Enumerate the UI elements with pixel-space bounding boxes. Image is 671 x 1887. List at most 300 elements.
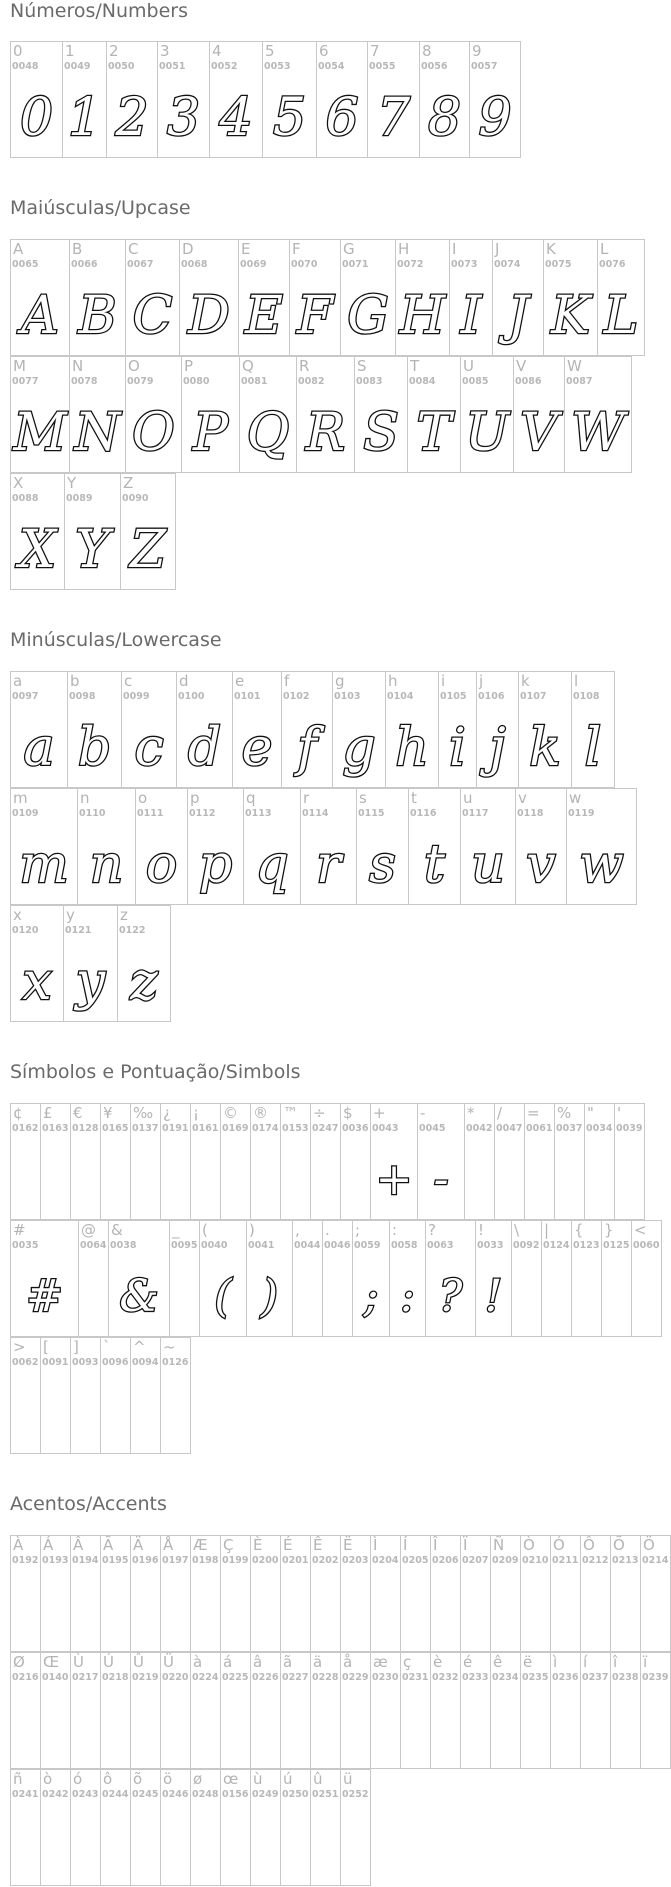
glyph-preview: U: [465, 402, 509, 463]
glyph-cell: [356, 788, 409, 905]
glyph-code-label: 0045: [419, 1123, 446, 1134]
glyph-character-label: á: [223, 1653, 233, 1671]
glyph-cell: [250, 1769, 281, 1886]
glyph-code-label: 0191: [162, 1123, 189, 1134]
glyph-character-label: &: [111, 1221, 123, 1239]
glyph-preview: L: [603, 285, 639, 346]
glyph-character-label: b: [70, 672, 80, 690]
glyph-character-label: ì: [553, 1653, 558, 1671]
glyph-cell: [400, 1652, 431, 1769]
glyph-cell: [69, 356, 126, 473]
glyph-cell: [449, 239, 493, 356]
section-title-symbols: Símbolos e Pontuação/Simbols: [10, 1061, 301, 1083]
glyph-character-label: |: [544, 1221, 550, 1239]
glyph-character-label: 1: [65, 42, 75, 60]
glyph-cell: [10, 1220, 79, 1337]
glyph-cell: [10, 473, 65, 590]
glyph-preview: 4: [219, 87, 253, 148]
glyph-cell: [70, 1535, 101, 1652]
glyph-preview: w: [579, 834, 624, 895]
glyph-code-label: 0216: [12, 1672, 39, 1683]
glyph-cell: [10, 788, 78, 905]
glyph-code-label: 0206: [432, 1555, 459, 1566]
glyph-cell: [10, 41, 63, 158]
glyph-code-label: 0098: [69, 691, 96, 702]
glyph-code-label: 0201: [282, 1555, 309, 1566]
glyph-code-label: 0203: [342, 1555, 369, 1566]
glyph-cell: [130, 1337, 161, 1454]
glyph-preview: ?: [438, 1270, 463, 1322]
glyph-cell: [100, 1103, 131, 1220]
glyph-preview: c: [134, 717, 164, 778]
glyph-preview: q: [255, 834, 289, 895]
glyph-cell: [389, 1220, 426, 1337]
glyph-row: [10, 905, 636, 1022]
glyph-cell: [160, 1337, 191, 1454]
glyph-code-label: 0117: [462, 808, 489, 819]
glyph-code-label: 0108: [573, 691, 600, 702]
glyph-cell: [100, 1652, 131, 1769]
glyph-character-label: È: [253, 1536, 263, 1554]
glyph-character-label: E: [241, 240, 251, 258]
glyph-code-label: 0224: [192, 1672, 219, 1683]
glyph-cell: [62, 41, 107, 158]
glyph-preview: u: [471, 834, 505, 895]
glyph-grid-lowercase: [10, 671, 636, 1022]
glyph-cell: [10, 356, 70, 473]
glyph-preview: z: [130, 951, 158, 1012]
glyph-code-label: 0235: [522, 1672, 549, 1683]
glyph-code-label: 0081: [241, 376, 268, 387]
glyph-character-label: T: [410, 357, 420, 375]
glyph-cell: [631, 1220, 662, 1337]
glyph-cell: [70, 1103, 101, 1220]
glyph-cell: [262, 41, 317, 158]
glyph-code-label: 0077: [12, 376, 39, 387]
glyph-code-label: 0198: [192, 1555, 219, 1566]
glyph-character-label: P: [184, 357, 194, 375]
section-title-lowercase: Minúsculas/Lowercase: [10, 629, 222, 651]
glyph-code-label: 0044: [294, 1240, 321, 1251]
glyph-cell: [597, 239, 645, 356]
section-title-accents: Acentos/Accents: [10, 1493, 167, 1515]
glyph-cell: [108, 1220, 170, 1337]
glyph-code-label: 0209: [492, 1555, 519, 1566]
glyph-code-label: 0219: [132, 1672, 159, 1683]
glyph-cell: [239, 356, 297, 473]
glyph-preview: N: [74, 402, 121, 463]
glyph-cell: [67, 671, 122, 788]
glyph-character-label: Ñ: [493, 1536, 505, 1554]
glyph-character-label: `: [103, 1338, 111, 1356]
glyph-code-label: 0194: [72, 1555, 99, 1566]
glyph-code-label: 0193: [42, 1555, 69, 1566]
glyph-character-label: Û: [133, 1653, 144, 1671]
glyph-cell: [524, 1103, 555, 1220]
glyph-code-label: 0090: [122, 493, 149, 504]
glyph-code-label: 0037: [556, 1123, 583, 1134]
glyph-code-label: 0212: [582, 1555, 609, 1566]
glyph-code-label: 0241: [12, 1789, 39, 1800]
glyph-code-label: 0233: [462, 1672, 489, 1683]
glyph-cell: [243, 788, 301, 905]
glyph-code-label: 0226: [252, 1672, 279, 1683]
glyph-code-label: 0110: [79, 808, 106, 819]
glyph-cell: [40, 1535, 71, 1652]
glyph-row: [10, 1535, 670, 1652]
glyph-code-label: 0048: [12, 61, 39, 72]
glyph-preview: (: [214, 1270, 232, 1322]
glyph-code-label: 0230: [372, 1672, 399, 1683]
glyph-cell: [518, 671, 572, 788]
glyph-code-label: 0068: [181, 259, 208, 270]
glyph-preview: j: [489, 717, 506, 778]
glyph-preview: 2: [115, 87, 149, 148]
glyph-cell: [10, 239, 70, 356]
glyph-code-label: 0074: [494, 259, 521, 270]
glyph-cell: [614, 1103, 645, 1220]
glyph-preview: K: [551, 285, 590, 346]
glyph-character-label: ü: [343, 1770, 353, 1788]
glyph-cell: [370, 1535, 401, 1652]
glyph-cell: [130, 1103, 161, 1220]
glyph-code-label: 0242: [42, 1789, 69, 1800]
glyph-code-label: 0038: [110, 1240, 137, 1251]
glyph-code-label: 0252: [342, 1789, 369, 1800]
glyph-cell: [322, 1220, 353, 1337]
glyph-character-label: [: [43, 1338, 49, 1356]
glyph-code-label: 0066: [71, 259, 98, 270]
glyph-character-label: X: [13, 474, 24, 492]
glyph-preview: 3: [166, 87, 201, 148]
glyph-character-label: Ü: [163, 1653, 174, 1671]
glyph-code-label: 0051: [159, 61, 186, 72]
glyph-cell: [130, 1652, 161, 1769]
glyph-code-label: 0202: [312, 1555, 339, 1566]
glyph-cell: [280, 1769, 311, 1886]
glyph-code-label: 0106: [478, 691, 505, 702]
glyph-code-label: 0089: [66, 493, 93, 504]
glyph-preview: ;: [363, 1270, 379, 1322]
glyph-character-label: F: [292, 240, 301, 258]
glyph-character-label: À: [13, 1536, 24, 1554]
glyph-cell: [490, 1652, 521, 1769]
glyph-code-label: 0211: [552, 1555, 579, 1566]
glyph-cell: [281, 671, 333, 788]
glyph-row: [10, 788, 636, 905]
glyph-code-label: 0162: [12, 1123, 39, 1134]
glyph-cell: [220, 1103, 251, 1220]
glyph-preview: F: [296, 285, 334, 346]
glyph-character-label: x: [13, 906, 22, 924]
glyph-cell: [130, 1769, 161, 1886]
glyph-character-label: Í: [403, 1536, 408, 1554]
glyph-cell: [238, 239, 290, 356]
glyph-cell: [209, 41, 263, 158]
glyph-character-label: D: [182, 240, 194, 258]
glyph-cell: [640, 1535, 671, 1652]
glyph-cell: [554, 1103, 585, 1220]
glyph-preview: b: [77, 717, 112, 778]
glyph-code-label: 0061: [526, 1123, 553, 1134]
glyph-character-label: Ï: [463, 1536, 468, 1554]
glyph-code-label: 0126: [162, 1357, 189, 1368]
glyph-cell: [160, 1535, 191, 1652]
glyph-code-label: 0243: [72, 1789, 99, 1800]
glyph-character-label: Ù: [73, 1653, 84, 1671]
glyph-preview: W: [571, 402, 625, 463]
glyph-character-label: <: [634, 1221, 647, 1239]
glyph-code-label: 0205: [402, 1555, 429, 1566]
glyph-character-label: Ò: [523, 1536, 535, 1554]
glyph-code-label: 0072: [397, 259, 424, 270]
glyph-code-label: 0055: [369, 61, 396, 72]
glyph-cell: [190, 1652, 221, 1769]
glyph-character-label: 7: [370, 42, 380, 60]
glyph-cell: [340, 239, 396, 356]
glyph-character-label: £: [43, 1104, 53, 1122]
glyph-cell: [564, 356, 632, 473]
glyph-code-label: 0247: [312, 1123, 339, 1134]
glyph-preview: v: [526, 834, 556, 895]
glyph-preview: I: [460, 285, 482, 346]
glyph-character-label: L: [600, 240, 609, 258]
section-title-numbers: Números/Numbers: [10, 0, 188, 22]
glyph-cell: [130, 1535, 161, 1652]
glyph-preview: n: [89, 834, 124, 895]
glyph-character-label: .: [325, 1221, 330, 1239]
glyph-character-label: J: [495, 240, 500, 258]
glyph-cell: [40, 1103, 71, 1220]
glyph-cell: [640, 1652, 671, 1769]
glyph-code-label: 0228: [312, 1672, 339, 1683]
glyph-character-label: ò: [43, 1770, 53, 1788]
glyph-code-label: 0101: [234, 691, 261, 702]
glyph-preview: 8: [427, 87, 462, 148]
glyph-cell: [10, 1337, 41, 1454]
glyph-character-label: Ì: [373, 1536, 378, 1554]
glyph-preview: i: [449, 717, 466, 778]
glyph-cell: [460, 1652, 491, 1769]
glyph-code-label: 0232: [432, 1672, 459, 1683]
glyph-character-label: ]: [73, 1338, 79, 1356]
glyph-code-label: 0103: [334, 691, 361, 702]
glyph-cell: [513, 356, 565, 473]
glyph-cell: [120, 473, 176, 590]
glyph-character-label: €: [73, 1104, 83, 1122]
glyph-character-label: Z: [123, 474, 134, 492]
glyph-cell: [69, 239, 126, 356]
glyph-code-label: 0071: [342, 259, 369, 270]
glyph-character-label: ö: [163, 1770, 173, 1788]
glyph-cell: [40, 1769, 71, 1886]
glyph-cell: [417, 1103, 465, 1220]
glyph-preview: S: [363, 402, 399, 463]
section-title-upcase: Maiúsculas/Upcase: [10, 197, 191, 219]
glyph-cell: [125, 239, 180, 356]
glyph-preview: X: [18, 519, 57, 580]
glyph-character-label: O: [128, 357, 140, 375]
glyph-preview: s: [369, 834, 396, 895]
glyph-character-label: >: [13, 1338, 26, 1356]
glyph-preview: D: [188, 285, 230, 346]
glyph-code-label: 0207: [462, 1555, 489, 1566]
glyph-character-label: Â: [73, 1536, 84, 1554]
glyph-character-label: à: [193, 1653, 203, 1671]
glyph-cell: [160, 1652, 191, 1769]
glyph-preview: p: [198, 834, 233, 895]
glyph-code-label: 0047: [496, 1123, 523, 1134]
glyph-cell: [187, 788, 244, 905]
glyph-code-label: 0063: [427, 1240, 454, 1251]
glyph-preview: -: [433, 1153, 449, 1205]
glyph-code-label: 0043: [372, 1123, 399, 1134]
glyph-cell: [367, 41, 420, 158]
glyph-character-label: A: [13, 240, 24, 258]
glyph-code-label: 0113: [245, 808, 272, 819]
glyph-cell: [78, 1220, 109, 1337]
glyph-character-label: Ö: [643, 1536, 655, 1554]
glyph-row: [10, 41, 520, 158]
glyph-cell: [340, 1652, 371, 1769]
glyph-cell: [419, 41, 470, 158]
glyph-code-label: 0210: [522, 1555, 549, 1566]
glyph-cell: [340, 1769, 371, 1886]
glyph-character-label: í: [583, 1653, 588, 1671]
glyph-preview: P: [193, 402, 228, 463]
glyph-code-label: 0114: [302, 808, 329, 819]
glyph-cell: [385, 671, 439, 788]
glyph-character-label: ®: [253, 1104, 268, 1122]
glyph-character-label: Ø: [13, 1653, 25, 1671]
glyph-cell: [246, 1220, 293, 1337]
glyph-code-label: 0238: [612, 1672, 639, 1683]
glyph-code-label: 0094: [132, 1357, 159, 1368]
glyph-cell: [250, 1103, 281, 1220]
glyph-character-label: t: [411, 789, 417, 807]
glyph-code-label: 0245: [132, 1789, 159, 1800]
glyph-code-label: 0124: [543, 1240, 570, 1251]
glyph-grid-symbols: [10, 1103, 661, 1454]
glyph-code-label: 0060: [633, 1240, 660, 1251]
glyph-character-label: ê: [493, 1653, 503, 1671]
glyph-character-label: 8: [422, 42, 432, 60]
glyph-cell: [520, 1535, 551, 1652]
glyph-code-label: 0109: [12, 808, 39, 819]
glyph-character-label: ñ: [13, 1770, 23, 1788]
glyph-cell: [354, 356, 408, 473]
glyph-character-label: +: [373, 1104, 386, 1122]
glyph-code-label: 0217: [72, 1672, 99, 1683]
glyph-code-label: 0123: [573, 1240, 600, 1251]
glyph-character-label: j: [479, 672, 484, 690]
glyph-code-label: 0042: [466, 1123, 493, 1134]
glyph-character-label: æ: [373, 1653, 388, 1671]
glyph-character-label: Õ: [613, 1536, 625, 1554]
glyph-cell: [40, 1652, 71, 1769]
glyph-character-label: ?: [428, 1221, 436, 1239]
glyph-code-label: 0239: [642, 1672, 669, 1683]
glyph-character-label: q: [246, 789, 256, 807]
glyph-code-label: 0192: [12, 1555, 39, 1566]
glyph-character-label: I: [452, 240, 457, 258]
glyph-code-label: 0046: [324, 1240, 351, 1251]
glyph-code-label: 0220: [162, 1672, 189, 1683]
glyph-code-label: 0076: [599, 259, 626, 270]
glyph-code-label: 0169: [222, 1123, 249, 1134]
glyph-cell: [190, 1769, 221, 1886]
glyph-row: [10, 1103, 661, 1220]
glyph-character-label: w: [569, 789, 582, 807]
glyph-preview: &: [119, 1270, 159, 1322]
glyph-cell: [169, 1220, 200, 1337]
glyph-cell: [296, 356, 355, 473]
glyph-cell: [490, 1535, 521, 1652]
glyph-preview: C: [132, 285, 173, 346]
glyph-character-label: Œ: [43, 1653, 60, 1671]
glyph-character-label: *: [467, 1104, 475, 1122]
glyph-character-label: 2: [109, 42, 119, 60]
glyph-code-label: 0049: [64, 61, 91, 72]
glyph-cell: [63, 905, 118, 1022]
glyph-code-label: 0163: [42, 1123, 69, 1134]
glyph-character-label: Ã: [103, 1536, 114, 1554]
glyph-cell: [407, 356, 461, 473]
glyph-code-label: 0199: [222, 1555, 249, 1566]
glyph-code-label: 0234: [492, 1672, 519, 1683]
glyph-character-label: ¢: [13, 1104, 23, 1122]
glyph-cell: [316, 41, 368, 158]
glyph-cell: [511, 1220, 542, 1337]
glyph-code-label: 0218: [102, 1672, 129, 1683]
glyph-character-label: S: [357, 357, 367, 375]
glyph-character-label: M: [13, 357, 26, 375]
glyph-preview: H: [399, 285, 446, 346]
glyph-character-label: :: [392, 1221, 398, 1239]
glyph-character-label: Ë: [343, 1536, 353, 1554]
glyph-character-label: 9: [472, 42, 482, 60]
glyph-character-label: u: [463, 789, 473, 807]
glyph-code-label: 0062: [12, 1357, 39, 1368]
glyph-character-label: R: [299, 357, 310, 375]
glyph-preview: Y: [75, 519, 110, 580]
glyph-code-label: 0069: [240, 259, 267, 270]
glyph-cell: [408, 788, 461, 905]
glyph-cell: [438, 671, 477, 788]
glyph-preview: B: [78, 285, 117, 346]
glyph-cell: [250, 1652, 281, 1769]
glyph-character-label: V: [516, 357, 527, 375]
glyph-cell: [70, 1769, 101, 1886]
glyph-code-label: 0083: [356, 376, 383, 387]
glyph-code-label: 0225: [222, 1672, 249, 1683]
glyph-character-label: G: [343, 240, 355, 258]
glyph-character-label: ~: [163, 1338, 176, 1356]
glyph-preview: t: [424, 834, 445, 895]
glyph-cell: [332, 671, 386, 788]
glyph-character-label: y: [66, 906, 75, 924]
glyph-character-label: 4: [212, 42, 222, 60]
glyph-cell: [10, 671, 68, 788]
glyph-character-label: ™: [283, 1104, 298, 1122]
glyph-code-label: 0128: [72, 1123, 99, 1134]
glyph-character-label: #: [13, 1221, 26, 1239]
glyph-code-label: 0084: [409, 376, 436, 387]
glyph-character-label: ‰: [133, 1104, 154, 1122]
glyph-cell: [125, 356, 182, 473]
glyph-cell: [460, 356, 514, 473]
glyph-grid-accents: [10, 1535, 670, 1886]
